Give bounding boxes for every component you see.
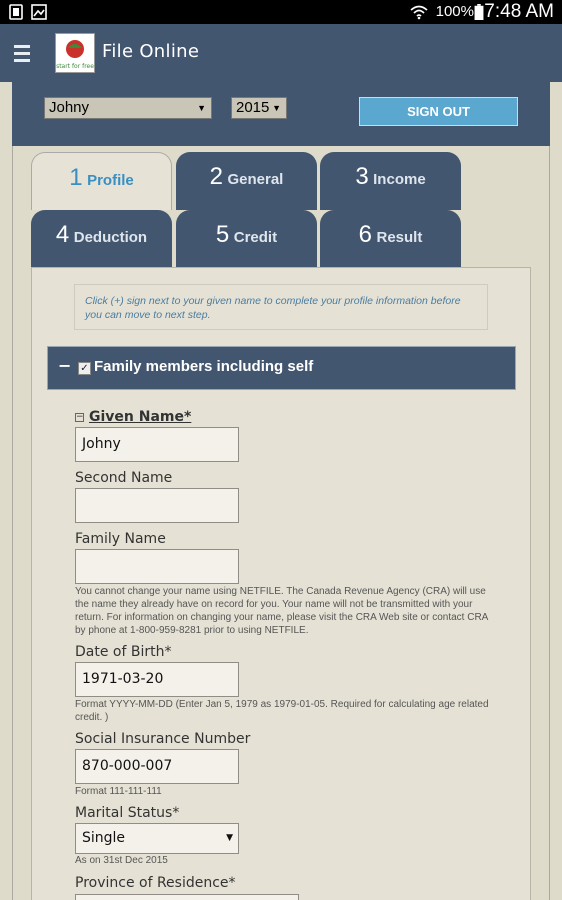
tab-label: Credit <box>233 229 278 246</box>
tab-number: 6 <box>358 221 373 248</box>
tab-result[interactable] <box>320 210 461 268</box>
sin-input[interactable]: 870-000-007 <box>75 749 239 784</box>
marital-status-select[interactable] <box>75 823 239 854</box>
sim-icon <box>9 4 23 20</box>
wifi-icon <box>409 4 429 20</box>
tab-income[interactable] <box>320 152 461 210</box>
dropdown-arrow-icon: ▼ <box>226 833 233 843</box>
collapse-icon[interactable]: − <box>58 356 72 375</box>
clock: 7:48 AM <box>484 1 554 22</box>
tab-label: Profile <box>87 172 134 189</box>
family-name-label: Family Name <box>75 531 166 547</box>
family-members-header[interactable] <box>47 346 516 390</box>
tab-number: 3 <box>355 163 369 190</box>
name-help-text: You cannot change your name using NETFILE. The Canada Revenue Agency (CRA) will use the name they already have on record for you. Your name will not be transmitted with your return. For information on changing your name, please visit the CRA Web site or contact CRA by phone at 1-800-959-8281 prior to using NETFILE. <box>75 586 488 636</box>
app-logo <box>55 33 95 73</box>
profile-panel <box>31 267 531 900</box>
tab-number: 5 <box>215 221 230 248</box>
second-name-label: Second Name <box>75 470 173 486</box>
tab-label: Deduction <box>73 229 148 246</box>
image-icon <box>31 4 47 20</box>
family-members-title: Family members including self <box>94 358 314 375</box>
year-select[interactable] <box>231 97 287 119</box>
tab-deduction[interactable] <box>31 210 172 268</box>
tab-number: 4 <box>55 221 70 248</box>
app-title: File Online <box>102 41 200 62</box>
second-name-input[interactable] <box>75 488 239 523</box>
collapse-given-name-icon[interactable]: − <box>76 412 84 422</box>
battery-percent: 100% <box>435 3 474 20</box>
svg-text:start for free: start for free <box>56 63 94 70</box>
given-name-label[interactable]: Given Name* <box>89 409 192 425</box>
tab-number: 2 <box>209 163 224 190</box>
app-bar <box>0 24 562 82</box>
user-select-value: Johny <box>49 99 90 116</box>
header-panel <box>12 82 550 146</box>
dob-label: Date of Birth* <box>75 644 172 660</box>
marital-status-value: Single <box>82 830 126 846</box>
dropdown-arrow-icon: ▼ <box>272 103 281 113</box>
province-select[interactable] <box>75 894 299 900</box>
dob-input[interactable]: 1971-03-20 <box>75 662 239 697</box>
year-select-value: 2015 <box>236 99 270 116</box>
tab-label: Result <box>376 229 423 246</box>
battery-icon <box>474 4 484 20</box>
status-bar <box>0 0 562 24</box>
tab-label: Income <box>373 171 426 188</box>
tab-general[interactable] <box>176 152 317 210</box>
sin-label: Social Insurance Number <box>75 731 251 747</box>
dob-help-text: Format YYYY-MM-DD (Enter Jan 5, 1979 as 1979-01-05. Required for calculating age related credit. ) <box>75 699 489 723</box>
tab-number: 1 <box>69 164 83 191</box>
family-checkbox[interactable]: ✓ <box>78 362 91 375</box>
marital-status-label: Marital Status* <box>75 805 180 821</box>
hamburger-icon[interactable] <box>14 45 30 63</box>
given-name-input[interactable]: Johny <box>75 427 239 462</box>
sign-out-button[interactable]: SIGN OUT <box>359 97 518 126</box>
tab-credit[interactable] <box>176 210 317 268</box>
tab-label: General <box>227 171 284 188</box>
marital-help-text: As on 31st Dec 2015 <box>75 855 168 866</box>
instruction-note: Click (+) sign next to your given name to complete your profile information before you can move to next step. <box>74 284 488 330</box>
province-label: Province of Residence* <box>75 875 236 891</box>
sin-help-text: Format 111-111-111 <box>75 786 162 797</box>
user-select[interactable] <box>44 97 212 119</box>
dropdown-arrow-icon: ▼ <box>197 103 206 113</box>
family-name-input[interactable] <box>75 549 239 584</box>
tab-profile[interactable] <box>31 152 172 210</box>
